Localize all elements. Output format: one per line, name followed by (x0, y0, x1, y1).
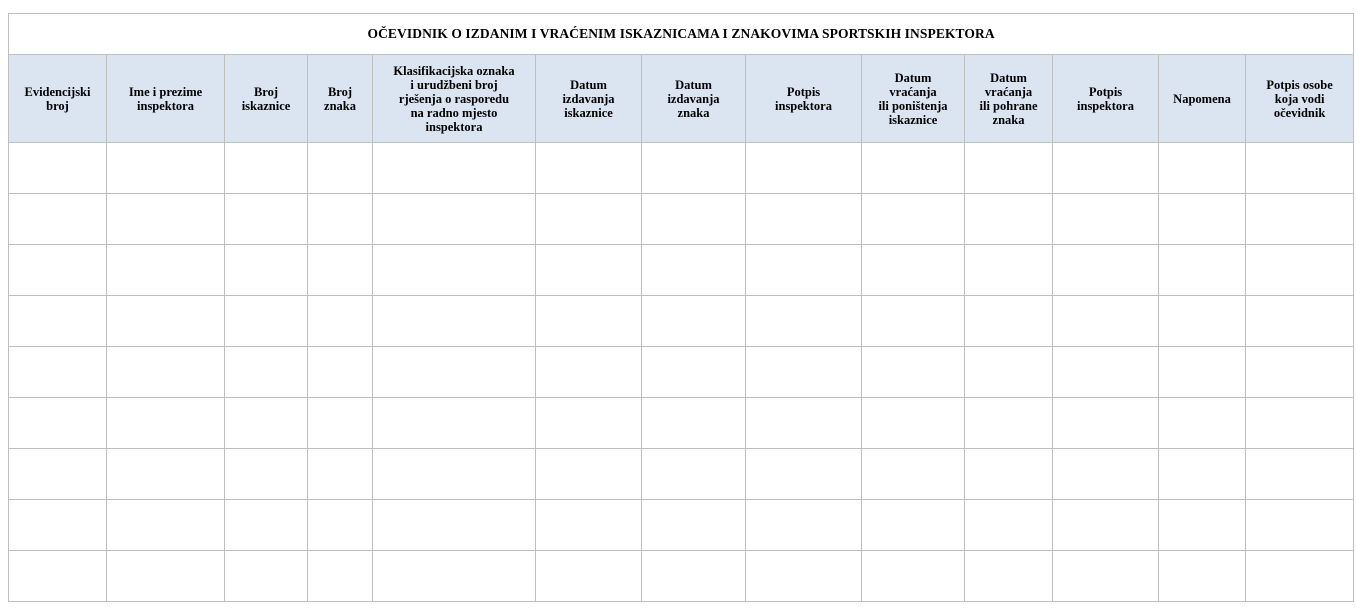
table-cell[interactable] (862, 449, 965, 500)
table-cell[interactable] (862, 194, 965, 245)
table-cell[interactable] (1246, 296, 1354, 347)
table-cell[interactable] (225, 296, 308, 347)
table-row (9, 245, 1354, 296)
table-cell[interactable] (225, 398, 308, 449)
table-cell[interactable] (1159, 296, 1246, 347)
table-cell[interactable] (373, 194, 536, 245)
table-cell[interactable] (1053, 245, 1159, 296)
table-cell[interactable] (536, 194, 642, 245)
table-cell[interactable] (1159, 245, 1246, 296)
table-cell[interactable] (1159, 500, 1246, 551)
table-cell[interactable] (965, 347, 1053, 398)
table-row (9, 398, 1354, 449)
table-cell[interactable] (642, 398, 746, 449)
table-cell[interactable] (1246, 449, 1354, 500)
table-cell[interactable] (1053, 500, 1159, 551)
table-cell[interactable] (373, 143, 536, 194)
table-cell[interactable] (1246, 398, 1354, 449)
table-cell[interactable] (225, 194, 308, 245)
table-cell[interactable] (1246, 500, 1354, 551)
table-cell[interactable] (308, 449, 373, 500)
table-cell[interactable] (862, 296, 965, 347)
table-cell[interactable] (9, 347, 107, 398)
table-cell[interactable] (9, 398, 107, 449)
table-cell[interactable] (746, 347, 862, 398)
table-cell[interactable] (746, 194, 862, 245)
table-cell[interactable] (373, 245, 536, 296)
table-cell[interactable] (746, 449, 862, 500)
table-cell[interactable] (1053, 449, 1159, 500)
table-cell[interactable] (373, 551, 536, 602)
table-cell[interactable] (1053, 143, 1159, 194)
table-cell[interactable] (1159, 347, 1246, 398)
table-cell[interactable] (107, 449, 225, 500)
table-cell[interactable] (1246, 347, 1354, 398)
register-sheet (8, 13, 1353, 602)
table-cell[interactable] (862, 347, 965, 398)
table-cell[interactable] (9, 143, 107, 194)
table-cell[interactable] (373, 500, 536, 551)
table-cell[interactable] (536, 551, 642, 602)
table-cell[interactable] (642, 143, 746, 194)
column-header-potpis-inspektora-2: Potpis inspektora (1053, 55, 1159, 143)
table-cell[interactable] (308, 500, 373, 551)
table-cell[interactable] (862, 551, 965, 602)
table-cell[interactable] (642, 449, 746, 500)
table-cell[interactable] (373, 296, 536, 347)
table-cell[interactable] (225, 449, 308, 500)
table-cell[interactable] (373, 347, 536, 398)
table-cell[interactable] (107, 296, 225, 347)
table-cell[interactable] (536, 245, 642, 296)
table-cell[interactable] (308, 347, 373, 398)
table-cell[interactable] (9, 245, 107, 296)
table-cell[interactable] (642, 194, 746, 245)
column-header-evidencijski-broj: Evidencijski broj (9, 55, 107, 143)
column-header-datum-izdavanja-znaka: Datum izdavanja znaka (642, 55, 746, 143)
table-cell[interactable] (107, 245, 225, 296)
document-title: OČEVIDNIK O IZDANIM I VRAĆENIM ISKAZNICAMA I ZNAKOVIMA SPORTSKIH INSPEKTORA (9, 14, 1354, 55)
table-cell[interactable] (536, 347, 642, 398)
column-header-potpis-osobe: Potpis osobe koja vodi očevidnik (1246, 55, 1354, 143)
table-cell[interactable] (536, 398, 642, 449)
table-cell[interactable] (308, 296, 373, 347)
table-cell[interactable] (1159, 194, 1246, 245)
table-cell[interactable] (862, 500, 965, 551)
table-cell[interactable] (308, 194, 373, 245)
title-row (9, 14, 1354, 55)
table-cell[interactable] (107, 500, 225, 551)
table-cell[interactable] (1159, 551, 1246, 602)
table-cell[interactable] (225, 551, 308, 602)
table-cell[interactable] (746, 143, 862, 194)
table-cell[interactable] (1053, 347, 1159, 398)
table-cell[interactable] (965, 551, 1053, 602)
table-cell[interactable] (536, 296, 642, 347)
table-cell[interactable] (373, 449, 536, 500)
table-row (9, 194, 1354, 245)
column-header-datum-vracanja-iskaznice: Datum vraćanja ili poništenja iskaznice (862, 55, 965, 143)
table-cell[interactable] (225, 143, 308, 194)
table-cell[interactable] (225, 500, 308, 551)
table-cell[interactable] (308, 245, 373, 296)
table-cell[interactable] (225, 347, 308, 398)
table-row (9, 500, 1354, 551)
table-cell[interactable] (107, 398, 225, 449)
table-cell[interactable] (746, 245, 862, 296)
table-cell[interactable] (965, 194, 1053, 245)
table-cell[interactable] (862, 143, 965, 194)
table-cell[interactable] (308, 551, 373, 602)
column-header-broj-iskaznice: Broj iskaznice (225, 55, 308, 143)
table-cell[interactable] (1246, 143, 1354, 194)
table-row (9, 551, 1354, 602)
table-cell[interactable] (642, 500, 746, 551)
table-row (9, 347, 1354, 398)
column-header-datum-vracanja-znaka: Datum vraćanja ili pohrane znaka (965, 55, 1053, 143)
table-cell[interactable] (1053, 551, 1159, 602)
table-cell[interactable] (746, 551, 862, 602)
table-cell[interactable] (9, 551, 107, 602)
header-row (9, 55, 1354, 143)
table-cell[interactable] (642, 245, 746, 296)
table-cell[interactable] (965, 143, 1053, 194)
table-cell[interactable] (965, 398, 1053, 449)
table-cell[interactable] (965, 449, 1053, 500)
table-cell[interactable] (862, 398, 965, 449)
table-cell[interactable] (1053, 398, 1159, 449)
register-table (8, 13, 1354, 602)
table-cell[interactable] (862, 245, 965, 296)
table-row (9, 296, 1354, 347)
table-cell[interactable] (1053, 296, 1159, 347)
table-cell[interactable] (1246, 245, 1354, 296)
table-cell[interactable] (9, 449, 107, 500)
table-cell[interactable] (107, 347, 225, 398)
table-cell[interactable] (107, 194, 225, 245)
table-cell[interactable] (746, 296, 862, 347)
table-cell[interactable] (536, 143, 642, 194)
column-header-ime-i-prezime: Ime i prezime inspektora (107, 55, 225, 143)
table-cell[interactable] (1159, 449, 1246, 500)
column-header-potpis-inspektora-1: Potpis inspektora (746, 55, 862, 143)
column-header-napomena: Napomena (1159, 55, 1246, 143)
table-cell[interactable] (308, 143, 373, 194)
table-cell[interactable] (965, 245, 1053, 296)
table-cell[interactable] (1159, 398, 1246, 449)
table-cell[interactable] (9, 194, 107, 245)
table-cell[interactable] (1159, 143, 1246, 194)
table-cell[interactable] (9, 296, 107, 347)
table-cell[interactable] (107, 143, 225, 194)
table-cell[interactable] (642, 551, 746, 602)
table-cell[interactable] (536, 449, 642, 500)
table-cell[interactable] (308, 398, 373, 449)
column-header-datum-izdavanja-iskaznice: Datum izdavanja iskaznice (536, 55, 642, 143)
table-cell[interactable] (1053, 194, 1159, 245)
table-cell[interactable] (1246, 551, 1354, 602)
column-header-klasifikacijska-oznaka: Klasifikacijska oznaka i urudžbeni broj rješenja o rasporedu na radno mjesto inspektora (373, 55, 536, 143)
table-cell[interactable] (642, 347, 746, 398)
table-cell[interactable] (642, 296, 746, 347)
table-cell[interactable] (746, 398, 862, 449)
table-cell[interactable] (965, 296, 1053, 347)
table-row (9, 449, 1354, 500)
table-cell[interactable] (225, 245, 308, 296)
table-cell[interactable] (1246, 194, 1354, 245)
table-cell[interactable] (9, 500, 107, 551)
column-header-broj-znaka: Broj znaka (308, 55, 373, 143)
table-cell[interactable] (965, 500, 1053, 551)
table-row (9, 143, 1354, 194)
table-cell[interactable] (536, 500, 642, 551)
table-cell[interactable] (373, 398, 536, 449)
table-cell[interactable] (107, 551, 225, 602)
table-cell[interactable] (746, 500, 862, 551)
